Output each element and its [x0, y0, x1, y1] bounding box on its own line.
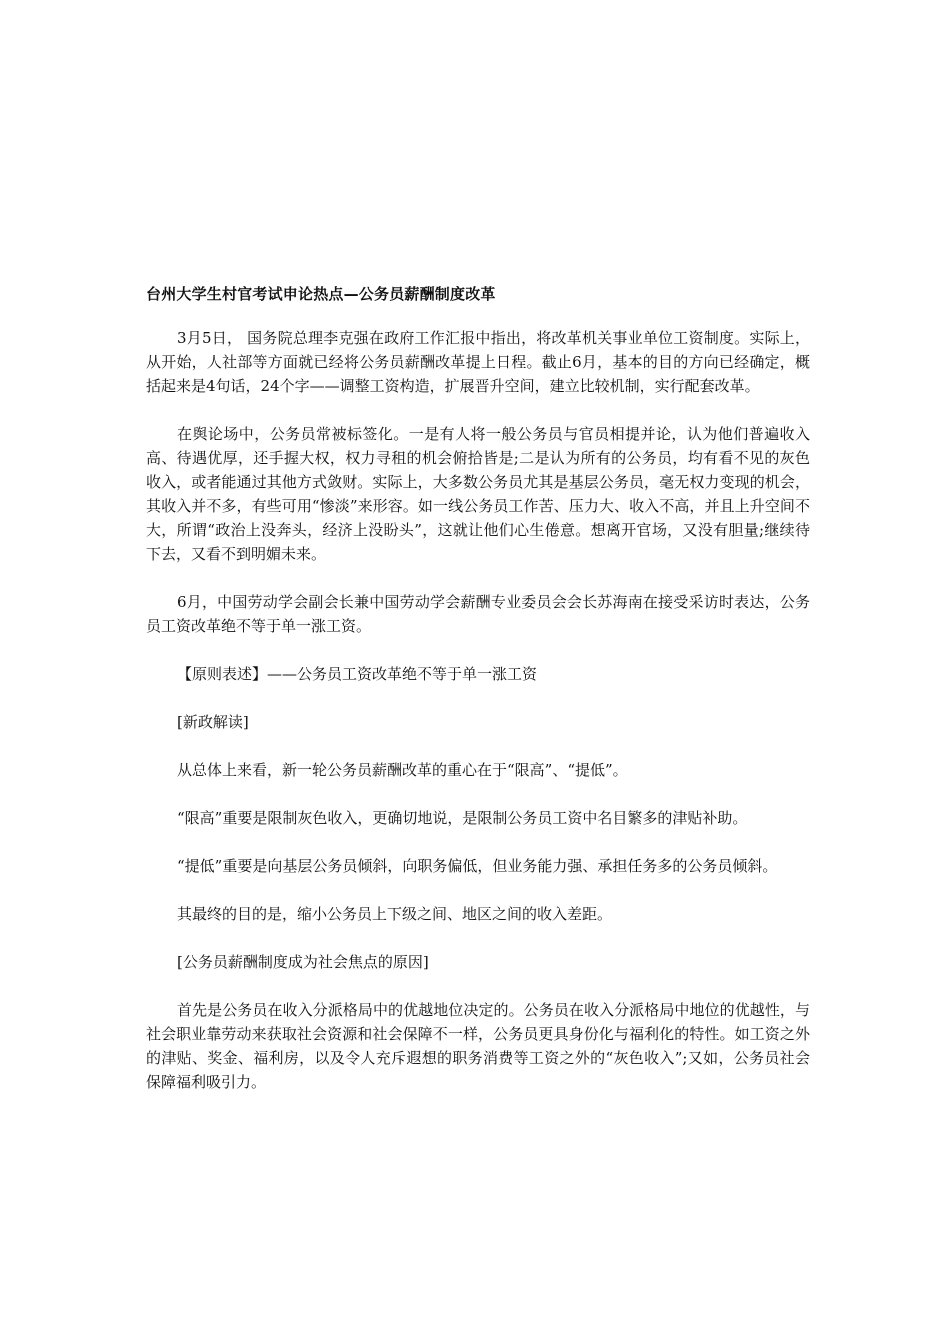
paragraph-limit-high: “限高”重要是限制灰色收入，更确切地说，是限制公务员工资中名目繁多的津贴补助。: [177, 809, 748, 827]
paragraph-june-statement: 6月，中国劳动学会副会长兼中国劳动学会薪酬专业委员会会长苏海南在接受采访时表达，公务员工资改革绝不等于单一涨工资。: [146, 593, 810, 635]
document-title: 台州大学生村官考试申论热点—公务员薪酬制度改革: [146, 285, 496, 303]
document-page: [146, 282, 810, 1118]
paragraph-principle: 【原则表述】——公务员工资改革绝不等于单一涨工资: [177, 665, 538, 683]
paragraph-intro: 3月5日， 国务院总理李克强在政府工作汇报中指出，将改革机关事业单位工资制度。实际上，从开始，人社部等方面就已经将公务员薪酬改革提上日程。截止6月，基本的目的方向已经确定，概括起来是4句话，24个字——调整工资构造，扩展晋升空间，建立比较机制，实行配套改革。: [146, 329, 810, 395]
paragraph-raise-low: “提低”重要是向基层公务员倾斜，向职务偏低，但业务能力强、承担任务多的公务员倾斜。: [177, 857, 778, 875]
paragraph-overall-focus: 从总体上来看，新一轮公务员薪酬改革的重心在于“限高”、“提低”。: [177, 761, 628, 779]
paragraph-labeling: 在舆论场中，公务员常被标签化。一是有人将一般公务员与官员相提并论，认为他们普遍收入高、待遇优厚，还手握大权，权力寻租的机会俯拾皆是;二是认为所有的公务员，均有看不见的灰色收入，或者能通过其他方式敛财。实际上，大多数公务员尤其是基层公务员，毫无权力变现的机会，其收入并不多，有些可用“惨淡”来形容。如一线公务员工作苦、压力大、收入不高，并且上升空间不大，所谓“政治上没奔头，经济上没盼头”，这就让他们心生倦意。想离开官场，又没有胆量;继续待下去，又看不到明媚未来。: [146, 425, 810, 563]
paragraph-final-goal: 其最终的目的是，缩小公务员上下级之间、地区之间的收入差距。: [177, 905, 613, 923]
paragraph-new-policy-heading: [新政解读]: [177, 713, 249, 731]
paragraph-reasons-heading: [公务员薪酬制度成为社会焦点的原因]: [177, 953, 429, 971]
paragraph-reasons-first: 首先是公务员在收入分派格局中的优越地位决定的。公务员在收入分派格局中地位的优越性，与社会职业靠劳动来获取社会资源和社会保障不一样，公务员更具身份化与福利化的特性。如工资之外的津贴、奖金、福利房，以及令人充斥遐想的职务消费等工资之外的“灰色收入”;又如，公务员社会保障福利吸引力。: [146, 1001, 810, 1091]
